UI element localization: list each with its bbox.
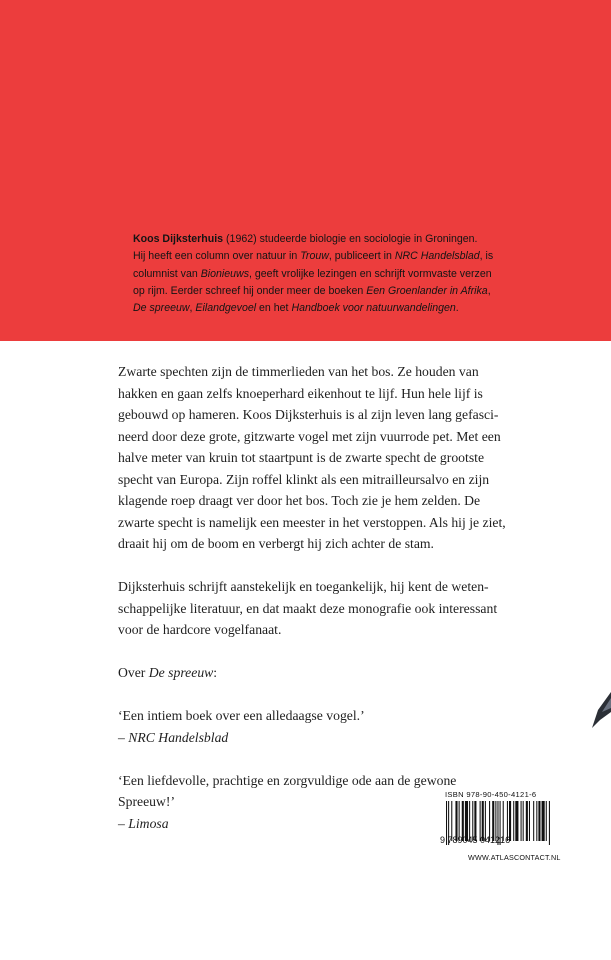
publisher-website: WWW.ATLASCONTACT.NL: [468, 853, 561, 862]
quote-source: Limosa: [128, 815, 169, 831]
over-heading: Over De spreeuw:: [118, 665, 218, 680]
author-bio: Koos Dijksterhuis (1962) studeerde biologie en sociologie in Groningen. Hij heeft een column over natuur in Trouw, publiceert in NRC Handelsblad, is columnist van Bionieuws, geeft vrolijke lezingen en schrijft vormvaste verzen op rijm. Eerder schreef hij onder meer de boeken Een Groenlander in Afrika, De spreeuw, Eilandgevoel en het Handboek voor natuurwandelingen.: [133, 233, 494, 315]
blurb-paragraph-1: Zwarte spechten zijn de timmerlieden van het bos. Ze houden van hakken en gaan zelfs knoeperhard eikenhout te lijf. Hun hele lijf is gebouwd op hameren. Koos Dijksterhuis is al zijn leven lang gefasci- neerd door deze grote, gitzwarte vogel met zijn vuurrode pet. Met een halve meter van kruin tot staartpunt is de zwarte specht de grootste specht van Europa. Zijn roffel klinkt als een mitrailleursalvo en zijn klagende roep draagt ver door het bos. Toch zie je hem zelden. De zwarte specht is namelijk een meester in het verstoppen. Als hij je ziet, draait hij om de boom en verbergt hij zich achter de stam.: [118, 364, 506, 551]
quote-1: ‘Een intiem boek over een alledaagse vogel.’ – NRC Handelsblad: [118, 708, 365, 745]
bird-tail-graphic: [590, 690, 611, 730]
quote-2: ‘Een liefdevolle, prachtige en zorgvuldige ode aan de gewone Spreeuw!’ – Limosa: [118, 772, 457, 831]
blurb-paragraph-2: Dijksterhuis schrijft aanstekelijk en toegankelijk, hij kent de weten- schappelijke literatuur, en dat maakt deze monografie ook interessant voor de hardcore vogelfanaat.: [118, 579, 498, 637]
barcode-digits: 9 789045 041216: [440, 835, 511, 845]
isbn-label: ISBN 978-90-450-4121-6: [445, 790, 537, 799]
quote-source: NRC Handelsblad: [128, 729, 229, 745]
blurb-text: [118, 361, 536, 856]
author-name: Koos Dijksterhuis: [133, 233, 224, 245]
